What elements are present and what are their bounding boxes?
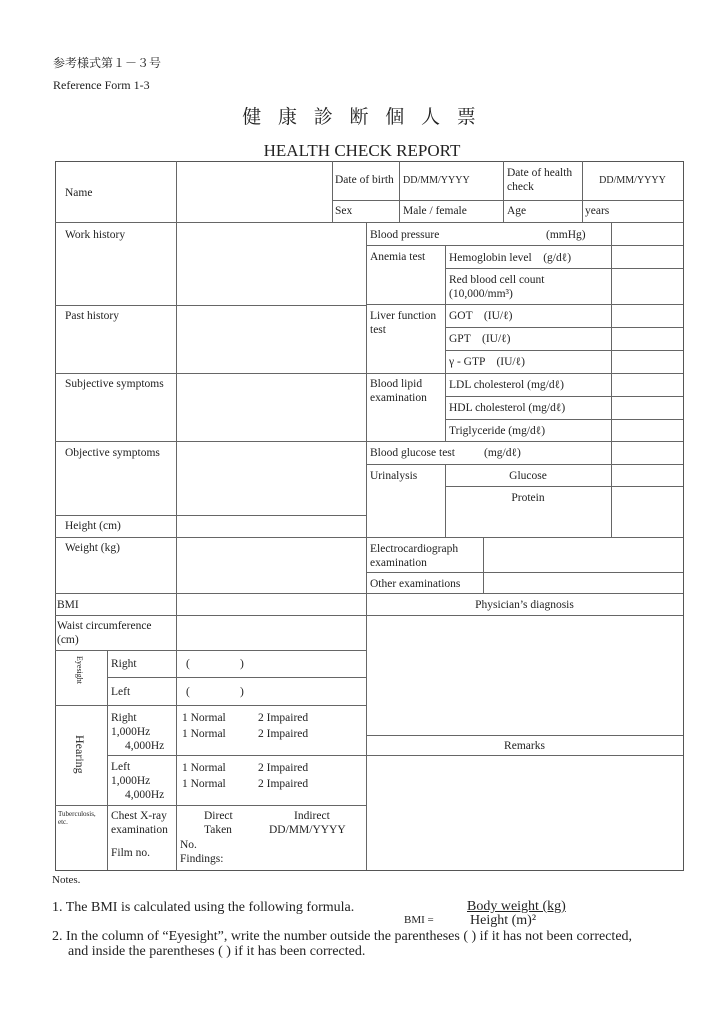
waist-field[interactable] (177, 616, 365, 649)
bmi-field[interactable] (177, 594, 365, 614)
hear-right-4000-impaired[interactable]: 2 Impaired (258, 728, 309, 740)
notes-heading: Notes. (52, 874, 81, 886)
hear-right-4000: 4,000Hz (125, 740, 165, 752)
note-2-line-1: 2. In the column of “Eyesight”, write the number outside the parentheses ( ) if it has not been corrected, (52, 929, 633, 944)
hear-left-4000-impaired[interactable]: 2 Impaired (258, 778, 309, 790)
remarks-field[interactable] (367, 756, 682, 869)
table-gridline (399, 161, 400, 222)
xray-findings-label: Findings: (180, 853, 224, 865)
eyesight-label: Eyesight (75, 656, 84, 684)
urine-protein-label: Protein (511, 492, 545, 504)
trig-value[interactable] (612, 420, 682, 440)
eye-right-label: Right (111, 658, 137, 670)
weight-label: Weight (kg) (65, 542, 120, 554)
ldl-label: LDL cholesterol (mg/dℓ) (449, 379, 564, 391)
table-gridline (55, 222, 683, 223)
other-exam-label: Other examinations (370, 578, 461, 590)
rbc-value[interactable] (612, 269, 682, 303)
anemia-label: Anemia test (370, 251, 426, 263)
xray-indirect[interactable]: Indirect (294, 810, 330, 822)
bmi-label: BMI (57, 599, 79, 611)
table-gridline (176, 650, 177, 870)
bp-value[interactable] (612, 223, 682, 244)
hear-right-1000-impaired[interactable]: 2 Impaired (258, 712, 309, 724)
ecg-label: Electrocardiograph examination (370, 543, 459, 569)
got-value[interactable] (612, 305, 682, 326)
glucose-test-label: Blood glucose test (370, 447, 455, 459)
note-1: 1. The BMI is calculated using the following formula. (52, 900, 355, 915)
table-gridline (107, 650, 108, 870)
eye-right-paren-close: ) (240, 658, 244, 670)
bmi-formula-label: BMI = (404, 914, 434, 926)
height-label: Height (cm) (65, 520, 121, 532)
hemoglobin-label: Hemoglobin level (g/dℓ) (449, 252, 572, 264)
name-label: Name (65, 187, 93, 199)
trig-label: Triglyceride (mg/dℓ) (449, 425, 546, 437)
xray-no-label: No. (180, 839, 197, 851)
diagnosis-header: Physician’s diagnosis (475, 599, 574, 611)
other-exam-value[interactable] (484, 573, 682, 592)
ggtp-label: γ - GTP (IU/ℓ) (449, 356, 525, 368)
work-history-field[interactable] (177, 223, 365, 304)
hear-left-label: Left (111, 761, 131, 773)
ecg-value[interactable] (484, 538, 682, 571)
table-gridline (55, 373, 683, 374)
jp-form-number: 参考様式第１－３号 (53, 56, 162, 70)
table-gridline (332, 161, 333, 222)
table-gridline (55, 593, 683, 594)
table-gridline (55, 705, 366, 706)
bmi-denominator: Height (m)² (470, 913, 537, 928)
table-gridline (55, 805, 366, 806)
hear-left-1000-impaired[interactable]: 2 Impaired (258, 762, 309, 774)
hear-right-1000: 1,000Hz (111, 726, 151, 738)
table-gridline (366, 735, 683, 736)
hear-left-4000: 4,000Hz (125, 789, 165, 801)
check-date-label: Date of health check (507, 167, 573, 193)
xray-taken-date[interactable]: DD/MM/YYYY (269, 824, 346, 836)
jp-title: 健 康 診 断 個 人 票 (242, 107, 482, 128)
remarks-header: Remarks (504, 740, 545, 752)
check-date-value[interactable]: DD/MM/YYYY (599, 175, 666, 186)
table-gridline (445, 245, 446, 305)
subjective-label: Subjective symptoms (65, 378, 164, 390)
eye-left-paren-close: ) (240, 686, 244, 698)
subjective-field[interactable] (177, 374, 365, 440)
bmi-numerator: Body weight (kg) (467, 899, 566, 914)
age-label: Age (507, 205, 527, 217)
urine-protein-value[interactable] (612, 487, 682, 536)
bp-unit: (mmHg) (546, 229, 586, 241)
ggtp-value[interactable] (612, 351, 682, 372)
ldl-value[interactable] (612, 374, 682, 395)
glucose-test-value[interactable] (612, 442, 682, 463)
hemoglobin-value[interactable] (612, 246, 682, 267)
gpt-value[interactable] (612, 328, 682, 349)
table-gridline (582, 161, 583, 222)
urine-glucose-value[interactable] (612, 465, 682, 485)
sex-value[interactable]: Male / female (403, 205, 467, 217)
table-gridline (503, 161, 504, 222)
age-unit: years (585, 205, 610, 217)
urine-glucose-label: Glucose (509, 470, 547, 482)
table-gridline (55, 441, 683, 442)
lipid-label: Blood lipid examination (370, 378, 427, 404)
form-number: Reference Form 1-3 (53, 78, 150, 92)
xray-label: Chest X-ray examination (111, 810, 168, 836)
hear-left-1000: 1,000Hz (111, 775, 151, 787)
xray-direct[interactable]: Direct (204, 810, 233, 822)
xray-taken-label: Taken (204, 824, 232, 836)
table-gridline (107, 755, 366, 756)
table-gridline (332, 200, 683, 201)
dob-label: Date of birth (335, 174, 394, 186)
gpt-label: GPT (IU/ℓ) (449, 333, 511, 345)
liver-label: Liver function test (370, 310, 437, 336)
table-gridline (445, 304, 446, 441)
objective-field[interactable] (177, 442, 365, 514)
hdl-label: HDL cholesterol (mg/dℓ) (449, 402, 566, 414)
sex-label: Sex (335, 205, 353, 217)
film-label: Film no. (111, 847, 150, 859)
table-gridline (55, 650, 366, 651)
dob-value[interactable]: DD/MM/YYYY (403, 175, 470, 186)
hear-right-1000-normal[interactable]: 1 Normal (182, 712, 226, 724)
objective-label: Objective symptoms (65, 447, 160, 459)
table-gridline (107, 677, 366, 678)
hear-left-4000-normal[interactable]: 1 Normal (182, 778, 226, 790)
diagnosis-field[interactable] (367, 616, 682, 734)
waist-label: Waist circumference (cm) (57, 620, 152, 646)
bp-label: Blood pressure (370, 229, 440, 241)
weight-field[interactable] (177, 538, 365, 592)
rbc-unit: (10,000/mm³) (449, 288, 513, 300)
urinalysis-label: Urinalysis (370, 470, 418, 482)
height-field[interactable] (177, 516, 365, 536)
eye-right-paren-open: ( (186, 658, 190, 670)
page-title: HEALTH CHECK REPORT (263, 141, 461, 160)
hear-right-4000-normal[interactable]: 1 Normal (182, 728, 226, 740)
glucose-test-unit: (mg/dℓ) (484, 447, 521, 459)
hdl-value[interactable] (612, 397, 682, 418)
past-history-label: Past history (65, 310, 119, 322)
hear-left-1000-normal[interactable]: 1 Normal (182, 762, 226, 774)
tb-label: Tuberculosis, etc. (58, 810, 96, 826)
got-label: GOT (IU/ℓ) (449, 310, 513, 322)
past-history-field[interactable] (177, 306, 365, 372)
note-2-line-2: and inside the parentheses ( ) if it has been corrected. (68, 944, 366, 959)
name-field[interactable] (177, 162, 331, 222)
eye-left-paren-open: ( (186, 686, 190, 698)
eye-left-label: Left (111, 686, 131, 698)
hear-right-label: Right (111, 712, 137, 724)
hearing-label: Hearing (73, 735, 87, 774)
rbc-label: Red blood cell count (449, 274, 545, 286)
work-history-label: Work history (65, 229, 126, 241)
